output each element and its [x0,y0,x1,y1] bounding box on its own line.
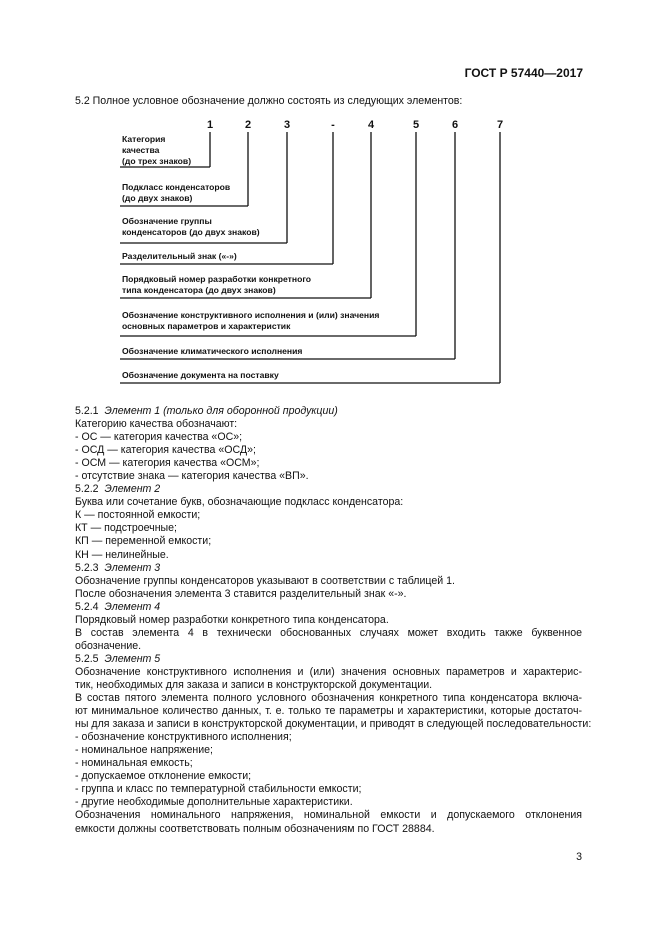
label-supply-document: Обозначение документа на поставку [122,370,279,380]
paragraph: ны для заказа и записи в конструкторской документации, и приводят в следующей последовательности: [75,718,592,731]
label-quality-category-line2: качества [122,145,160,155]
section-5-2-1-heading: 5.2.1 Элемент 1 (только для оборонной продукции) [75,405,338,417]
section-5-2-5-heading: 5.2.5 Элемент 5 [75,652,161,665]
element-number-3: 3 [283,119,291,131]
element-number-2: 2 [244,119,252,131]
paragraph: ют минимальное количество данных, т. е. только те параметры и характеристики, которые достаточ- [75,705,582,718]
list-item: - номинальное напряжение; [75,744,214,757]
intro-paragraph: 5.2 Полное условное обозначение должно состоять из следующих элементов: [75,95,463,107]
paragraph: емкости должны соответствовать полным обозначениям по ГОСТ 28884. [75,822,435,835]
paragraph: После обозначения элемента 3 ставится разделительный знак «-». [75,587,407,600]
element-number-1: 1 [206,119,214,131]
element-number-5: 5 [412,119,420,131]
designation-diagram [0,0,661,400]
body-text [75,405,592,836]
page-number: 3 [576,851,582,863]
section-5-2-2-heading: 5.2.2 Элемент 2 [75,483,161,496]
label-climatic: Обозначение климатического исполнения [122,346,303,356]
label-quality-category-line1: Категория [122,134,166,144]
list-item: КН — нелинейные. [75,548,169,561]
label-serial-number-line2: типа конденсатора (до двух знаков) [122,285,276,295]
list-item: - допускаемое отклонение емкости; [75,770,252,783]
separator-sign: - [331,119,335,131]
paragraph: Категорию качества обозначают: [75,418,238,431]
paragraph: Обозначение конструктивного исполнения и (или) значения основных параметров и характерис- [75,665,582,678]
element-number-7: 7 [496,119,504,131]
label-group-line1: Обозначение группы [122,216,212,226]
list-item: К — постоянной емкости; [75,509,201,522]
paragraph: Обозначение группы конденсаторов указывают в соответствии с таблицей 1. [75,574,455,587]
label-separator: Разделительный знак («-») [122,251,237,261]
label-design-line2: основных параметров и характеристик [122,321,291,331]
paragraph: В состав пятого элемента полного условного обозначения конкретного типа конденсатора включа- [75,692,582,705]
paragraph: В состав элемента 4 в технически обоснованных случаях может входить также буквенное [75,626,582,639]
paragraph: Порядковый номер разработки конкретного типа конденсатора. [75,613,389,626]
list-item: КП — переменной емкости; [75,535,212,548]
label-design-line1: Обозначение конструктивного исполнения и (или) значения [122,310,380,320]
paragraph: тик, необходимых для заказа и записи в конструкторской документации. [75,678,433,691]
list-item: - обозначение конструктивного исполнения; [75,731,292,744]
paragraph: Обозначения номинального напряжения, номинальной емкости и допускаемого отклонения [75,809,582,822]
document-code: ГОСТ Р 57440—2017 [464,66,583,80]
section-5-2-4-heading: 5.2.4 Элемент 4 [75,600,161,613]
label-subclass-line1: Подкласс конденсаторов [122,182,231,192]
element-number-4: 4 [367,119,375,131]
label-quality-category-line3: (до трех знаков) [122,156,192,166]
paragraph: Буква или сочетание букв, обозначающие подкласс конденсатора: [75,496,404,509]
list-item: КТ — подстроечные; [75,522,177,535]
paragraph: обозначение. [75,639,142,652]
label-subclass-line2: (до двух знаков) [122,193,193,203]
list-item: - группа и класс по температурной стабильности емкости; [75,783,362,796]
list-item: - номинальная емкость; [75,757,193,770]
list-item: - ОСМ — категория качества «ОСМ»; [75,457,260,470]
list-item: - ОС — категория качества «ОС»; [75,431,243,444]
label-serial-number-line1: Порядковый номер разработки конкретного [122,274,312,284]
list-item: - другие необходимые дополнительные характеристики. [75,796,353,809]
element-number-6: 6 [451,119,459,131]
list-item: - отсутствие знака — категория качества «ВП». [75,470,309,483]
list-item: - ОСД — категория качества «ОСД»; [75,444,256,457]
label-group-line2: конденсаторов (до двух знаков) [122,227,260,237]
section-5-2-3-heading: 5.2.3 Элемент 3 [75,561,161,574]
